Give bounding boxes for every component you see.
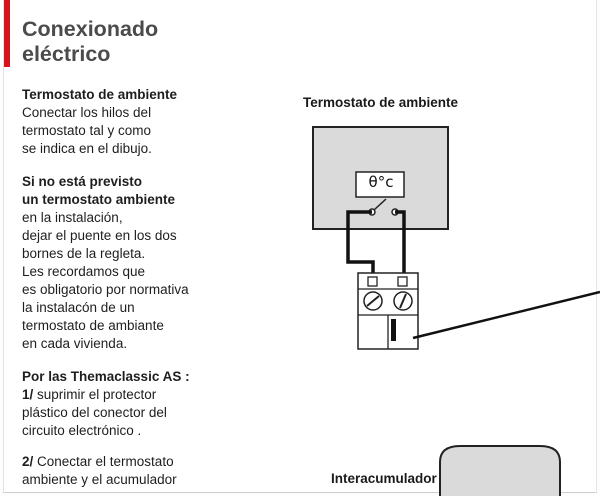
text-line: en la instalación,	[22, 210, 123, 225]
title-line-2: eléctrico	[22, 42, 111, 66]
thermostat-label: Termostato de ambiente	[303, 95, 459, 110]
terminal-slot-left	[368, 277, 377, 286]
terminal-slot-right	[398, 277, 407, 286]
step-number: 1/	[22, 387, 34, 402]
section-heading: Si no está previsto	[22, 174, 143, 189]
accumulator-label: Interacumulador	[331, 471, 437, 486]
text-line: Conectar los hilos del	[22, 105, 152, 120]
section-heading: Termostato de ambiente	[22, 87, 178, 102]
text-line: se indica en el dibujo.	[22, 141, 152, 156]
text-line: en cada vivienda.	[22, 336, 128, 351]
accumulator-body	[440, 446, 560, 496]
text-line: Conectar el termostato	[33, 454, 174, 469]
text-line: ambiente y el acumulador	[22, 472, 177, 487]
text-line: bornes de la regleta.	[22, 246, 146, 261]
text-line: suprimir el protector	[33, 387, 157, 402]
text-line: la instalacón de un	[22, 300, 135, 315]
step-number: 2/	[22, 454, 34, 469]
thermostat-symbol: θ°c	[368, 173, 394, 191]
section-heading: Por las Themaclassic AS :	[22, 369, 190, 384]
terminal-pin	[391, 319, 396, 341]
title-line-1: Conexionado	[22, 17, 159, 41]
text-line: plástico del conector del	[22, 405, 167, 420]
text-line: dejar el puente en los dos	[22, 228, 177, 243]
text-line: termostato tal y como	[22, 123, 152, 138]
text-line: Les recordamos que	[22, 264, 146, 279]
text-line: es obligatorio por normativa	[22, 282, 189, 297]
text-line: circuito electrónico .	[22, 423, 142, 438]
cable-to-accumulator	[413, 292, 600, 338]
section-heading: un termostato ambiente	[22, 192, 176, 207]
text-line: termostato de ambiante	[22, 318, 164, 333]
